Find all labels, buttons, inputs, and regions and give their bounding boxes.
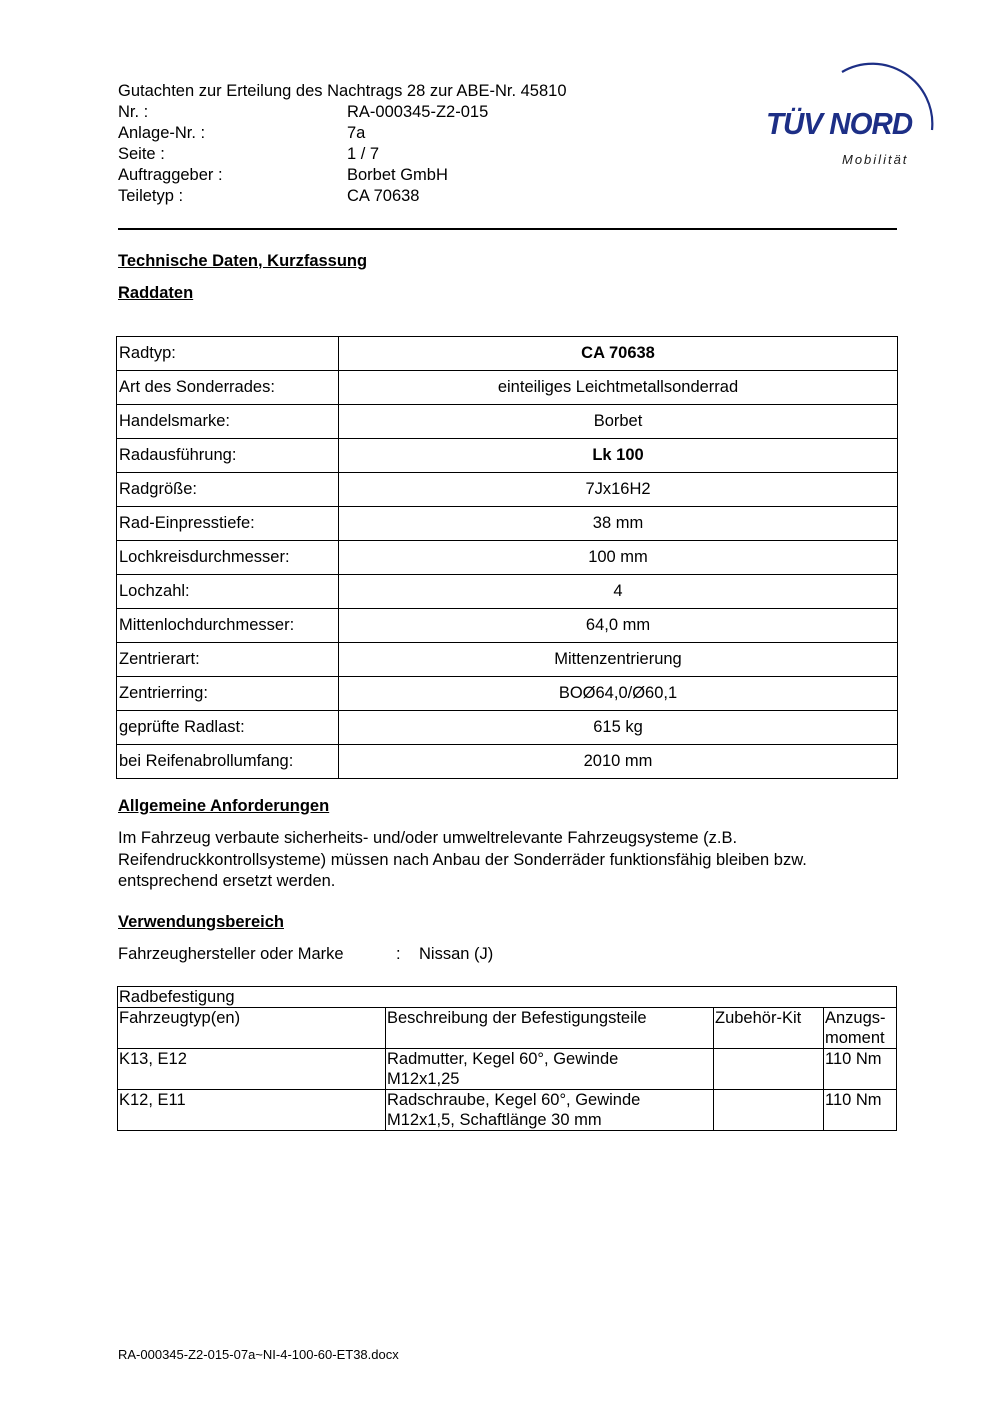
header-value: 1 / 7 [347,145,380,163]
wheel-value: 100 mm [339,541,898,575]
wheel-value: 2010 mm [339,745,898,779]
vehicle-type-cell: K13, E12 [118,1049,386,1090]
header-row-seite [118,144,678,165]
table-row [118,1049,897,1090]
header-label: Auftraggeber : [118,166,223,184]
section-usage-heading: Verwendungsbereich [118,913,284,931]
logo-subtitle: Mobilität [842,152,909,167]
table-row [117,337,898,371]
kit-cell [714,1049,824,1090]
wheel-label: Zentrierart: [117,643,339,677]
wheel-label: Art des Sonderrades: [117,371,339,405]
manufacturer-line [118,944,493,965]
tuv-nord-logo [762,56,942,176]
header-value: CA 70638 [347,187,420,205]
document-title: Gutachten zur Erteilung des Nachtrags 28 zur ABE-Nr. 45810 [118,82,567,100]
wheel-value: BOØ64,0/Ø60,1 [339,677,898,711]
wheel-value: Borbet [339,405,898,439]
table-row [118,1090,897,1131]
table-row [117,711,898,745]
description-line: Radschraube, Kegel 60°, Gewinde [387,1091,641,1109]
column-header-type: Fahrzeugtyp(en) [118,1008,386,1049]
table-row [117,405,898,439]
description-cell [386,1049,714,1090]
wheel-data-table [116,336,898,779]
table-row [117,473,898,507]
description-line: M12x1,25 [387,1070,460,1088]
wheel-label: Mittenlochdurchmesser: [117,609,339,643]
table-row [117,541,898,575]
manufacturer-colon: : [396,945,401,963]
paragraph-line: Reifendruckkontrollsysteme) müssen nach Anbau der Sonderräder funktionsfähig bleiben bzw. [118,850,807,869]
header-value: 7a [347,124,366,142]
header-label: Seite : [118,145,165,163]
column-header-torque-line1: Anzugs- [825,1009,886,1027]
table-row [117,371,898,405]
section-wheel-data-heading: Raddaten [118,284,194,302]
header-row-teiletyp [118,186,678,207]
wheel-value: einteiliges Leichtmetallsonderrad [339,371,898,405]
header-value: Borbet GmbH [347,166,448,184]
table-row [117,609,898,643]
general-requirements-text [118,828,918,893]
manufacturer-label: Fahrzeughersteller oder Marke [118,945,344,963]
paragraph-line: entsprechend ersetzt werden. [118,872,336,890]
description-line: Radmutter, Kegel 60°, Gewinde [387,1050,619,1068]
column-header-torque [824,1008,897,1049]
table-row [117,677,898,711]
document-header [118,81,678,207]
wheel-label: Zentrierring: [117,677,339,711]
wheel-label: Radtyp: [117,337,339,371]
header-row-anlage [118,123,678,144]
mounting-table-title: Radbefestigung [118,987,897,1008]
header-label: Anlage-Nr. : [118,124,206,142]
header-value: RA-000345-Z2-015 [347,103,489,121]
table-row [117,575,898,609]
wheel-label: Radgröße: [117,473,339,507]
wheel-value: 7Jx16H2 [339,473,898,507]
paragraph-line: Im Fahrzeug verbaute sicherheits- und/oder umweltrelevante Fahrzeugsysteme (z.B. [118,829,738,847]
description-cell [386,1090,714,1131]
section-technical-heading: Technische Daten, Kurzfassung [118,252,368,270]
wheel-label: Handelsmarke: [117,405,339,439]
header-row-auftraggeber [118,165,678,186]
table-title-row [118,987,897,1008]
column-header-kit: Zubehör-Kit [714,1008,824,1049]
wheel-value: 38 mm [339,507,898,541]
kit-cell [714,1090,824,1131]
header-divider [118,228,897,230]
table-row [117,507,898,541]
wheel-label: Lochzahl: [117,575,339,609]
wheel-value: 4 [339,575,898,609]
wheel-value: 615 kg [339,711,898,745]
section-general-heading: Allgemeine Anforderungen [118,797,330,815]
mounting-table [117,986,897,1131]
description-line: M12x1,5, Schaftlänge 30 mm [387,1111,602,1129]
manufacturer-value: Nissan (J) [419,945,494,963]
wheel-label: Lochkreisdurchmesser: [117,541,339,575]
wheel-value: Mittenzentrierung [339,643,898,677]
table-row [117,745,898,779]
wheel-label: geprüfte Radlast: [117,711,339,745]
table-header-row [118,1008,897,1049]
wheel-value: CA 70638 [339,337,898,371]
wheel-value: Lk 100 [339,439,898,473]
header-row-nr [118,102,678,123]
footer-filename: RA-000345-Z2-015-07a~NI-4-100-60-ET38.docx [118,1347,399,1362]
torque-cell: 110 Nm [824,1049,897,1090]
wheel-label: bei Reifenabrollumfang: [117,745,339,779]
table-row [117,643,898,677]
column-header-desc: Beschreibung der Befestigungsteile [386,1008,714,1049]
header-label: Teiletyp : [118,187,184,205]
table-row [117,439,898,473]
logo-brand: TÜV NORD [766,106,913,141]
torque-cell: 110 Nm [824,1090,897,1131]
wheel-label: Rad-Einpresstiefe: [117,507,339,541]
vehicle-type-cell: K12, E11 [118,1090,386,1131]
column-header-torque-line2: moment [825,1029,885,1047]
wheel-value: 64,0 mm [339,609,898,643]
wheel-label: Radausführung: [117,439,339,473]
header-label: Nr. : [118,103,149,121]
